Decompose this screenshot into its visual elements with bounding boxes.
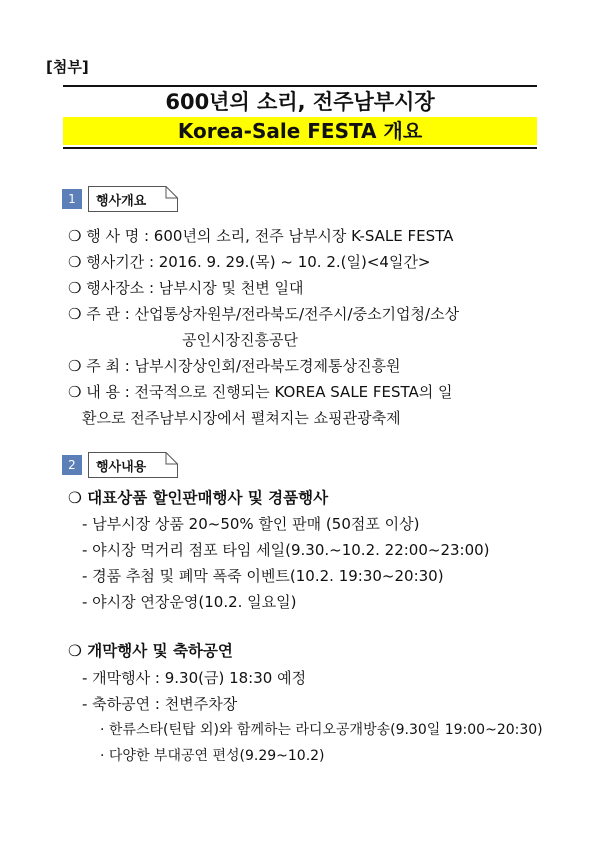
program-group-1-heading: ❍ 대표상품 할인판매행사 및 경품행사 <box>68 489 329 507</box>
overview-item-content-cont: 환으로 전주남부시장에서 펼쳐지는 쇼핑관광축제 <box>82 409 401 427</box>
program-subitem: · 다양한 부대공연 편성(9.29~10.2) <box>100 748 325 764</box>
section-1-label: 행사개요 <box>96 194 147 209</box>
program-item: - 야시장 연장운영(10.2. 일요일) <box>82 593 297 611</box>
attachment-label: [첨부] <box>46 58 89 76</box>
overview-item-name: ❍ 행 사 명 : 600년의 소리, 전주 남부시장 K-SALE FESTA <box>68 227 454 245</box>
section-2-label-box <box>88 452 178 476</box>
program-item: - 개막행사 : 9.30(금) 18:30 예정 <box>82 669 307 687</box>
section-2-number: 2 <box>62 455 82 475</box>
overview-item-host-cont: 공인시장진흥공단 <box>182 331 298 349</box>
title-box <box>63 85 537 149</box>
section-1-label-box <box>88 186 178 210</box>
program-subitem: · 한류스타(틴탑 외)와 함께하는 라디오공개방송(9.30일 19:00~20:30) <box>100 722 543 738</box>
program-item: - 경품 추첨 및 폐막 폭죽 이벤트(10.2. 19:30~20:30) <box>82 567 444 585</box>
overview-item-place: ❍ 행사장소 : 남부시장 및 천변 일대 <box>68 279 304 297</box>
page-title: 600년의 소리, 전주남부시장 <box>63 87 537 117</box>
section-1-number: 1 <box>62 189 82 209</box>
overview-item-content: ❍ 내 용 : 전국적으로 진행되는 KOREA SALE FESTA의 일 <box>68 383 453 401</box>
overview-item-organizer: ❍ 주 최 : 남부시장상인회/전라북도경제통상진흥원 <box>68 357 401 375</box>
program-item: - 남부시장 상품 20~50% 할인 판매 (50점포 이상) <box>82 515 420 533</box>
overview-item-period: ❍ 행사기간 : 2016. 9. 29.(목) ~ 10. 2.(일)<4일간> <box>68 253 431 271</box>
program-item: - 축하공연 : 천변주차장 <box>82 695 238 713</box>
program-group-2-heading: ❍ 개막행사 및 축하공연 <box>68 642 233 660</box>
overview-item-host: ❍ 주 관 : 산업통상자원부/전라북도/전주시/중소기업청/소상 <box>68 305 460 323</box>
program-item: - 야시장 먹거리 점포 타임 세일(9.30.~10.2. 22:00~23:00) <box>82 541 490 559</box>
page-subtitle: Korea-Sale FESTA 개요 <box>63 117 537 145</box>
section-2-label: 행사내용 <box>96 460 147 475</box>
